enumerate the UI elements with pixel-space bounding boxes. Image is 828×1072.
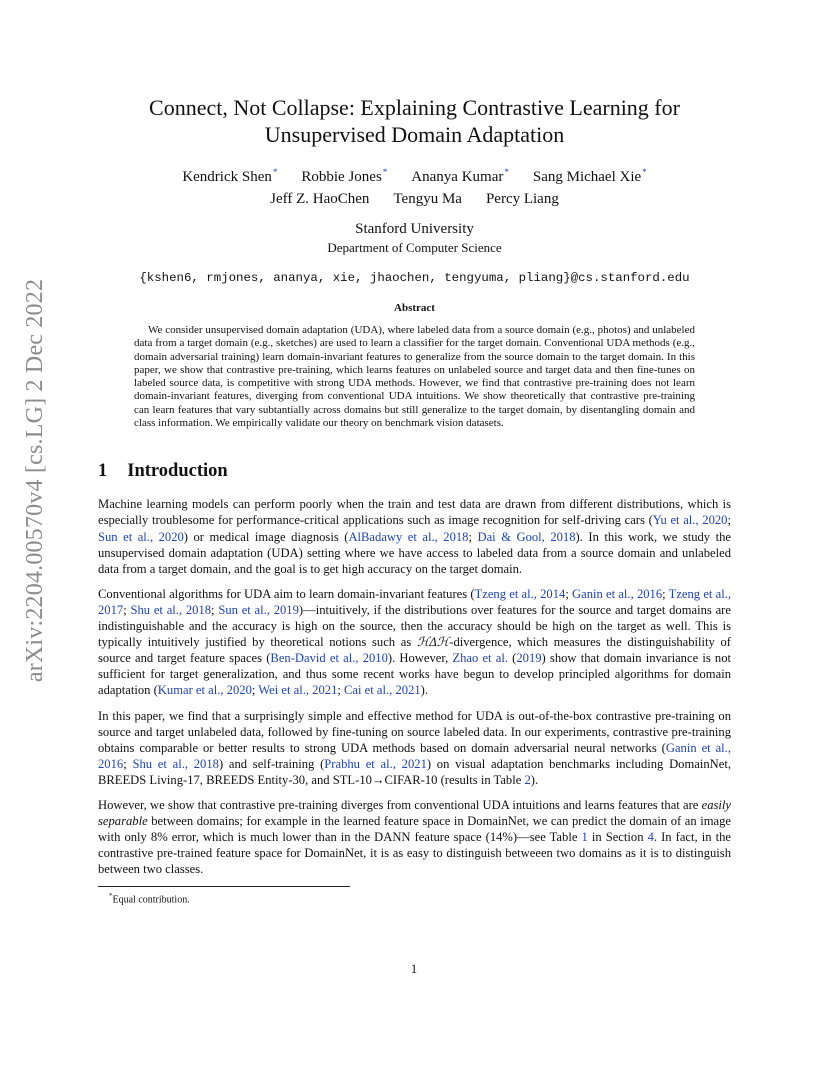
author-row-2 — [98, 188, 731, 210]
equal-contribution-mark[interactable]: * — [272, 167, 278, 177]
citation-link[interactable]: Dai & Gool, 2018 — [477, 529, 576, 544]
citation-link[interactable]: Prabhu et al., 2021 — [324, 756, 427, 771]
citation-link[interactable]: Ganin et al., 2016 — [572, 586, 663, 601]
author-name — [182, 161, 277, 188]
arxiv-stamp-text: arXiv:2204.00570v4 [cs.LG] 2 Dec 2022 — [22, 278, 49, 682]
arxiv-stamp — [17, 278, 55, 682]
footnote-divider — [98, 886, 350, 887]
citation-link[interactable]: Shu et al., 2018 — [132, 756, 219, 771]
author-name-text: Ananya Kumar — [411, 169, 504, 185]
title-line-1: Connect, Not Collapse: Explaining Contrastive Learning for — [149, 95, 680, 120]
abstract-text: We consider unsupervised domain adaptation (UDA), where labeled data from a source domain (e.g., photos) and unlabeled data from a target domain (e.g., sketches) are used to learn a classifier for the target domain. Conventional UDA methods (e.g., domain adversarial training) learn domain-invariant features to generalize from the source domain to the target domain. In this paper, we show that contrastive pre-training, which learns features on unlabeled source and target data and then fine-tunes on labeled source data, is competitive with strong UDA methods. However, we find that contrastive pre-training does not learn domain-invariant features, diverging from conventional UDA intuitions. We show theoretically that contrastive pre-training can learn features that vary subtantially across domains but still generalize to the target domain, by disentangling domain and class information. We empirically validate our theory on benchmark vision datasets. — [134, 324, 695, 430]
body-paragraph — [98, 708, 731, 788]
citation-link[interactable]: Ganin et al., 2016 — [98, 740, 731, 771]
citation-link[interactable]: Yu et al., 2020 — [652, 513, 728, 528]
section-title: Introduction — [127, 461, 228, 482]
paragraph-text: in Section — [587, 830, 648, 845]
paragraph-text: ; — [211, 602, 219, 617]
paragraph-text: ; — [123, 602, 131, 617]
citation-link[interactable]: Ben-David et al., 2010 — [270, 651, 388, 666]
abstract-heading: Abstract — [394, 302, 435, 314]
paragraph-text: ( — [507, 651, 517, 666]
section-heading — [98, 461, 731, 482]
author-name-text: Kendrick Shen — [182, 169, 272, 185]
emphasis-text: ℋΔℋ — [416, 635, 450, 650]
citation-link[interactable]: Kumar et al., 2020 — [157, 683, 252, 698]
paragraph-text: ) show that domain invariance is not sufficient for target generalization, and thus some recent works have begun to develop principled algorithms for domain adaptation ( — [98, 651, 732, 698]
citation-link[interactable]: Tzeng et al., 2014 — [474, 586, 566, 601]
paragraph-text: ; — [123, 756, 133, 771]
author-emails: {kshen6, rmjones, ananya, xie, jhaochen, tengyuma, pliang}@cs.stanford.edu — [139, 271, 690, 285]
body-paragraph — [98, 797, 731, 877]
paragraph-text: ; — [337, 683, 345, 698]
paragraph-text: )—intuitively, if the distributions over features for the source and target domains are indistinguishable and the accuracy is high on the source, then the accuracy should be high on the target as well. This is typically intuitively justified by theoretical notions such as — [98, 602, 731, 650]
title-line-2: Unsupervised Domain Adaptation — [264, 122, 565, 147]
citation-link[interactable]: Cai et al., 2021 — [344, 683, 421, 698]
author-name — [411, 161, 509, 188]
paragraph-text: ; — [251, 683, 259, 698]
paragraph-text: ; — [565, 586, 573, 601]
affiliation: Stanford University — [355, 221, 474, 237]
citation-link[interactable]: 2019 — [516, 651, 542, 666]
citation-link[interactable]: 4 — [647, 830, 654, 845]
paragraph-text: ; — [468, 529, 478, 544]
author-name — [533, 161, 647, 188]
paragraph-text: between domains; for example in the learned feature space in DomainNet, we can predict the domain of an image with only 8% error, which is much lower than in the DANN feature space (14%)—see Table — [98, 814, 731, 845]
citation-link[interactable]: Sun et al., 2019 — [218, 602, 299, 617]
paragraph-text: Machine learning models can perform poorly when the train and test data are drawn from different distributions, which is especially troublesome for performance-critical applications such as image recognition for self-driving cars ( — [98, 497, 731, 528]
paper-page — [98, 0, 731, 906]
citation-link[interactable]: Wei et al., 2021 — [258, 683, 338, 698]
equal-contribution-mark[interactable]: * — [382, 167, 388, 177]
author-name — [301, 161, 387, 188]
section-number: 1 — [98, 461, 108, 482]
author-name: Percy Liang — [485, 191, 559, 207]
department: Department of Computer Science — [327, 240, 502, 255]
paragraph-text: ) and self-training ( — [218, 756, 325, 771]
author-name: Tengyu Ma — [393, 191, 462, 207]
citation-link[interactable]: Tzeng et al., 2017 — [98, 586, 732, 617]
paragraph-text: ). However, — [387, 651, 453, 666]
author-list — [98, 161, 731, 210]
paragraph-text: However, we show that contrastive pre-training diverges from conventional UDA intuitions and learns features that are — [98, 797, 702, 812]
footnote-text: Equal contribution. — [112, 894, 190, 906]
citation-link[interactable]: 2 — [524, 772, 531, 787]
paragraph-text: ; — [727, 513, 731, 528]
introduction-body — [98, 496, 731, 877]
paragraph-text: ). In this work, we study the unsupervised domain adaptation (UDA) setting where we have access to labeled data from a source domain and unlabeled data from a target domain, and the goal is to get high accuracy on the target domain. — [98, 529, 731, 576]
author-row-1 — [98, 161, 731, 188]
citation-link[interactable]: AlBadawy et al., 2018 — [348, 529, 469, 544]
citation-link[interactable]: Shu et al., 2018 — [130, 602, 212, 617]
paragraph-text: . In fact, in the contrastive pre-trained feature space for DomainNet, it is as easy to distinguish betweeen two domains as it is to distinguish between two classes. — [98, 830, 731, 877]
paragraph-text: ). — [530, 772, 539, 787]
citation-link[interactable]: 1 — [581, 830, 588, 845]
author-name: Jeff Z. HaoChen — [270, 191, 370, 207]
paragraph-text: ). — [420, 683, 428, 698]
body-paragraph — [98, 496, 731, 576]
page-number: 1 — [410, 962, 418, 976]
paragraph-text: ; — [662, 586, 669, 601]
paper-title — [98, 94, 731, 148]
paragraph-text: -divergence, which measures the distinguishability of source and target feature spaces ( — [98, 635, 731, 666]
author-name-text: Sang Michael Xie — [532, 169, 642, 185]
paragraph-text: In this paper, we find that a surprisingly simple and effective method for UDA is out-of-the-box contrastive pre-training on source and target unlabeled data, followed by fine-tuning on source labeled data. In our experiments, contrastive pre-training obtains comparable or better results to strong UDA methods based on domain adversarial neural networks ( — [98, 708, 731, 755]
paragraph-text: ) on visual adaptation benchmarks including DomainNet, BREEDS Living-17, BREEDS Entity-30, and STL-10→CIFAR-10 (results in Table — [98, 756, 731, 787]
paragraph-text: ) or medical image diagnosis ( — [183, 529, 349, 544]
emphasis-text: easily separable — [98, 797, 731, 829]
equal-contribution-mark[interactable]: * — [642, 167, 647, 177]
footnote-mark: * — [109, 892, 113, 901]
footnote — [98, 892, 731, 905]
citation-link[interactable]: Zhao et al. — [452, 651, 508, 666]
citation-link[interactable]: Sun et al., 2020 — [98, 529, 184, 544]
author-name-text: Robbie Jones — [301, 169, 382, 185]
equal-contribution-mark[interactable]: * — [504, 167, 509, 177]
paragraph-text: Conventional algorithms for UDA aim to learn domain-invariant features ( — [98, 586, 475, 601]
body-paragraph — [98, 586, 731, 699]
